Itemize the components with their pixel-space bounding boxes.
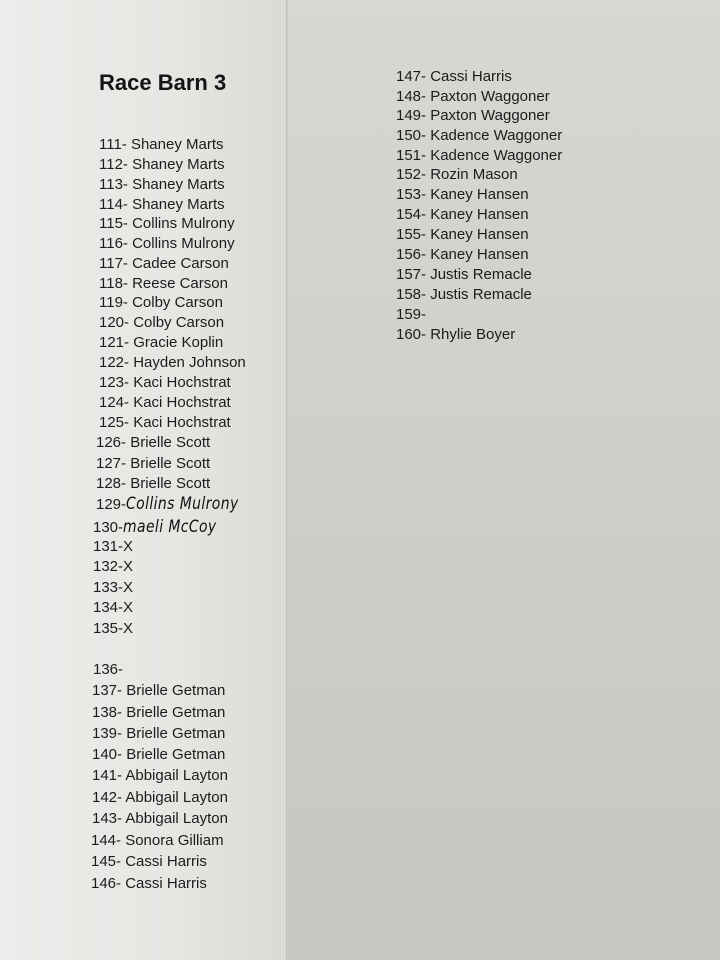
stall-entry bbox=[92, 767, 228, 785]
stall-entry-text: 132-X bbox=[93, 558, 134, 575]
stall-entry-text: 156- Kaney Hansen bbox=[396, 246, 529, 263]
stall-entry-text: 139- Brielle Getman bbox=[92, 725, 226, 742]
stall-entry bbox=[99, 176, 225, 194]
stall-entry bbox=[396, 266, 532, 284]
stall-entry bbox=[93, 620, 133, 638]
stall-entry bbox=[99, 215, 235, 233]
stall-entry-text: 137- Brielle Getman bbox=[92, 682, 226, 699]
stall-entry-text: 148- Paxton Waggoner bbox=[396, 88, 550, 105]
stall-entry bbox=[396, 186, 529, 204]
stall-entry bbox=[396, 88, 550, 106]
stall-entry-text: 117- Cadee Carson bbox=[99, 255, 229, 272]
stall-entry-text: 138- Brielle Getman bbox=[92, 704, 226, 721]
stall-entry bbox=[96, 495, 263, 514]
stall-entry bbox=[93, 599, 133, 617]
stall-entry bbox=[99, 394, 231, 412]
stall-entry bbox=[396, 147, 562, 165]
stall-entry bbox=[99, 374, 231, 392]
stall-entry-text: 119- Colby Carson bbox=[99, 294, 223, 311]
stall-entry bbox=[92, 682, 225, 700]
stall-entry bbox=[91, 875, 207, 893]
stall-entry bbox=[99, 354, 246, 372]
stall-entry bbox=[396, 206, 529, 224]
stall-entry bbox=[396, 306, 426, 324]
stall-entry bbox=[91, 832, 224, 850]
stall-entry bbox=[92, 789, 228, 807]
stall-entry-text: 133-X bbox=[93, 579, 134, 596]
handwritten-name: Collins Mulrony bbox=[126, 494, 239, 514]
stall-entry-text: 153- Kaney Hansen bbox=[396, 186, 529, 203]
stall-entry bbox=[92, 746, 225, 764]
stall-entry-text: 146- Cassi Harris bbox=[91, 875, 207, 892]
stall-entry-text: 151- Kadence Waggoner bbox=[396, 147, 563, 164]
stall-entry bbox=[92, 810, 228, 828]
stall-entry bbox=[96, 475, 210, 493]
stall-entry-text: 114- Shaney Marts bbox=[99, 196, 225, 213]
stall-entry bbox=[92, 725, 225, 743]
stall-entry-text: 120- Colby Carson bbox=[99, 314, 225, 331]
stall-entry-text: 121- Gracie Koplin bbox=[99, 334, 224, 351]
stall-entry bbox=[99, 414, 231, 432]
stall-entry-text: 113- Shaney Marts bbox=[99, 176, 225, 193]
stall-entry-text: 143- Abbigail Layton bbox=[92, 810, 228, 827]
stall-entry-text: 145- Cassi Harris bbox=[91, 853, 207, 870]
stall-entry-text: 142- Abbigail Layton bbox=[92, 789, 228, 806]
stall-entry bbox=[92, 704, 225, 722]
stall-entry bbox=[99, 196, 225, 214]
stall-entry bbox=[99, 255, 229, 273]
stall-entry-text: 118- Reese Carson bbox=[99, 275, 228, 292]
stall-entry bbox=[99, 136, 224, 154]
stall-entry-text: 111- Shaney Marts bbox=[99, 136, 224, 153]
stall-entry bbox=[396, 286, 532, 304]
stall-entry-text: 129- bbox=[96, 496, 127, 513]
stall-entry-text: 131-X bbox=[93, 538, 134, 555]
stall-entry bbox=[99, 235, 235, 253]
stall-entry-text: 122- Hayden Johnson bbox=[99, 354, 246, 371]
handwritten-name: maeli McCoy bbox=[123, 517, 217, 537]
stall-entry bbox=[93, 518, 237, 537]
stall-entry-text: 140- Brielle Getman bbox=[92, 746, 226, 763]
stall-entry bbox=[93, 538, 133, 556]
stall-entry-text: 135-X bbox=[93, 620, 134, 637]
stall-entry-text: 127- Brielle Scott bbox=[96, 455, 211, 472]
stall-entry bbox=[396, 326, 515, 344]
stall-entry-text: 150- Kadence Waggoner bbox=[396, 127, 563, 144]
stall-entry-text: 154- Kaney Hansen bbox=[396, 206, 529, 223]
stall-entry-text: 112- Shaney Marts bbox=[99, 156, 225, 173]
stall-entry bbox=[99, 334, 223, 352]
stall-entry bbox=[99, 294, 223, 312]
stall-entry bbox=[99, 314, 224, 332]
stall-entry bbox=[396, 246, 529, 264]
stall-entry-text: 149- Paxton Waggoner bbox=[396, 107, 550, 124]
stall-entry-text: 125- Kaci Hochstrat bbox=[99, 414, 231, 431]
stall-entry bbox=[99, 275, 228, 293]
stall-entry bbox=[96, 434, 210, 452]
stall-entry bbox=[396, 127, 562, 145]
stall-entry-text: 160- Rhylie Boyer bbox=[396, 326, 516, 343]
page-title: Race Barn 3 bbox=[99, 70, 227, 95]
stall-entry bbox=[93, 558, 133, 576]
stall-entry-text: 136- bbox=[93, 661, 124, 678]
stall-entry-text: 130- bbox=[93, 519, 124, 536]
stall-entry bbox=[396, 166, 518, 184]
stall-entry bbox=[91, 853, 207, 871]
stall-entry bbox=[93, 661, 123, 679]
stall-entry-text: 116- Collins Mulrony bbox=[99, 235, 235, 252]
stall-entry-text: 158- Justis Remacle bbox=[396, 286, 532, 303]
stall-entry-text: 159- bbox=[396, 306, 427, 323]
stall-entry bbox=[99, 156, 225, 174]
stall-entry-text: 134-X bbox=[93, 599, 134, 616]
stall-entry-text: 141- Abbigail Layton bbox=[92, 767, 228, 784]
stall-entry bbox=[396, 68, 512, 86]
stall-entry bbox=[96, 455, 210, 473]
stall-entry bbox=[396, 107, 550, 125]
stall-entry bbox=[93, 579, 133, 597]
stall-entry-text: 126- Brielle Scott bbox=[96, 434, 211, 451]
stall-entry bbox=[396, 226, 529, 244]
stall-entry-text: 123- Kaci Hochstrat bbox=[99, 374, 231, 391]
stall-entry-text: 157- Justis Remacle bbox=[396, 266, 532, 283]
stall-entry-text: 128- Brielle Scott bbox=[96, 475, 211, 492]
stall-entry-text: 152- Rozin Mason bbox=[396, 166, 518, 183]
stall-entry-text: 155- Kaney Hansen bbox=[396, 226, 529, 243]
stall-entry-text: 147- Cassi Harris bbox=[396, 68, 512, 85]
stall-entry-text: 115- Collins Mulrony bbox=[99, 215, 235, 232]
stall-entry-text: 124- Kaci Hochstrat bbox=[99, 394, 231, 411]
stall-entry-text: 144- Sonora Gilliam bbox=[91, 832, 224, 849]
